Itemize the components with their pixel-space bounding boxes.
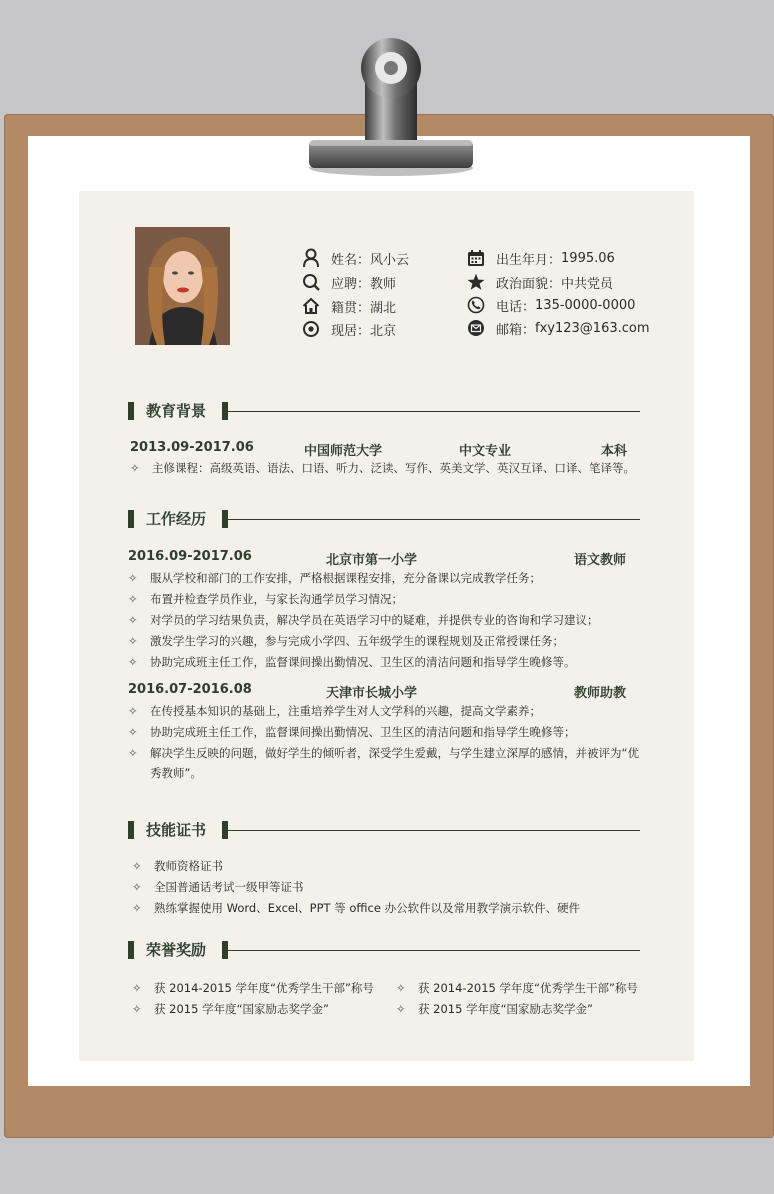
info-birth [465, 247, 615, 269]
residence-label: 现居 ： [331, 320, 370, 339]
education-degree: 本科 [601, 444, 628, 459]
politics-value: 中共党员 [561, 276, 614, 292]
calendar-icon [465, 247, 487, 269]
section-title: 技能证书 [146, 821, 207, 839]
list-item: ✧ 服从学校和部门的工作安排，严格根据课程安排，充分备课以完成教学任务； [128, 568, 541, 588]
job-role: 语文教师 [574, 553, 627, 568]
education-school: 中国师范大学 [304, 444, 383, 459]
education-period: 2013.09-2017.06 [130, 440, 254, 455]
location-pin-icon [300, 318, 322, 340]
politics-label: 政治面貌 ： [496, 273, 561, 292]
list-item: ✧ 对学员的学习结果负责，解决学员在英语学习中的疑难，并提供专业的咨询和学习建议； [128, 610, 599, 630]
bullet-icon: ✧ [396, 1002, 406, 1016]
list-item: ✧ 获 2014-2015 学年度“优秀学生干部”称号 [396, 978, 638, 998]
star-icon [465, 271, 487, 293]
job-row [128, 549, 627, 568]
bullet-icon: ✧ [128, 634, 138, 648]
origin-label: 籍贯 ： [331, 297, 370, 316]
list-item: ✧ 熟练掌握使用 Word、Excel、PPT 等 office 办公软件以及常用教学演示软件、硬件 [132, 898, 580, 918]
list-item: ✧ 协助完成班主任工作，监督课间操出勤情况、卫生区的清洁问题和指导学生晚修等； [128, 722, 576, 742]
bullet-icon: ✧ [132, 880, 142, 894]
job-value: 教师 [370, 276, 397, 292]
email-label: 邮箱 ： [496, 319, 535, 338]
job-role: 教师助教 [574, 686, 627, 701]
bullet-icon: ✧ [128, 613, 138, 627]
job-row [128, 682, 627, 701]
list-item: ✧ 在传授基本知识的基础上，注重培养学生对人文学科的兴趣，提高文学素养； [128, 701, 541, 721]
section-work-header [128, 509, 640, 529]
phone-label: 电话 ： [496, 296, 535, 315]
bullet-icon: ✧ [132, 901, 142, 915]
list-item: ✧ 获 2015 学年度“国家励志奖学金” [396, 999, 593, 1019]
bullet-icon: ✧ [128, 704, 138, 718]
info-phone [465, 294, 635, 316]
bullet-icon: ✧ [128, 592, 138, 606]
list-item: ✧ 协助完成班主任工作，监督课间操出勤情况、卫生区的清洁问题和指导学生晚修等。 [128, 652, 576, 672]
list-item: ✧ 获 2014-2015 学年度“优秀学生干部”称号 [132, 978, 374, 998]
section-title: 工作经历 [146, 510, 207, 528]
list-item: ✧ 获 2015 学年度“国家励志奖学金” [132, 999, 329, 1019]
bullet-icon: ✧ [128, 725, 138, 739]
list-item: ✧ 布置并检查学员作业，与家长沟通学员学习情况； [128, 589, 403, 609]
binder-clip-icon [305, 22, 477, 178]
info-origin [300, 295, 396, 317]
bullet-icon: ✧ [128, 571, 138, 585]
bullet-icon: ✧ [132, 981, 142, 995]
list-item: ✧ 教师资格证书 [132, 856, 223, 876]
birth-value: 1995.06 [561, 250, 615, 266]
phone-value: 135-0000-0000 [535, 297, 636, 313]
bullet-icon: ✧ [130, 461, 140, 475]
job-org: 北京市第一小学 [326, 553, 418, 568]
info-politics [465, 271, 613, 293]
info-residence [300, 318, 396, 340]
list-item: ✧ 激发学生学习的兴趣，参与完成小学四、五年级学生的课程规划及正常授课任务； [128, 631, 564, 651]
job-label: 应聘 ： [331, 273, 370, 292]
home-icon [300, 295, 322, 317]
mail-icon [465, 317, 487, 339]
job-period: 2016.09-2017.06 [128, 549, 252, 564]
person-icon [300, 247, 322, 269]
list-item: ✧ 主修课程：高级英语、语法、口语、听力、泛读、写作、英美文学、英汉互译、口译、笔译等。 [130, 458, 635, 478]
bullet-icon: ✧ [132, 859, 142, 873]
section-skills-header [128, 820, 640, 840]
job-org: 天津市长城小学 [326, 686, 418, 701]
info-job [300, 271, 396, 293]
education-row [130, 440, 628, 459]
info-name [300, 247, 409, 269]
bullet-icon: ✧ [128, 746, 138, 760]
bullet-icon: ✧ [128, 655, 138, 669]
section-honors-header [128, 940, 640, 960]
birth-label: 出生年月 ： [496, 249, 561, 268]
search-icon [300, 271, 322, 293]
bullet-icon: ✧ [396, 981, 406, 995]
bullet-icon: ✧ [132, 1002, 142, 1016]
list-item: ✧ 解决学生反映的问题，做好学生的倾听者，深受学生爱戴，与学生建立深厚的感情，并被评为“优秀教师”。 [128, 743, 640, 783]
education-major: 中文专业 [459, 444, 512, 459]
residence-value: 北京 [370, 323, 397, 339]
section-education-header [128, 401, 640, 421]
job-period: 2016.07-2016.08 [128, 682, 252, 697]
profile-photo [135, 227, 230, 345]
name-value: 风小云 [370, 252, 410, 268]
list-item: ✧ 全国普通话考试一级甲等证书 [132, 877, 304, 897]
origin-value: 湖北 [370, 300, 397, 316]
email-value: fxy123@163.com [535, 320, 650, 336]
section-title: 荣誉奖励 [146, 941, 207, 959]
section-title: 教育背景 [146, 402, 207, 420]
phone-icon [465, 294, 487, 316]
name-label: 姓名 ： [331, 249, 370, 268]
info-email [465, 317, 650, 339]
